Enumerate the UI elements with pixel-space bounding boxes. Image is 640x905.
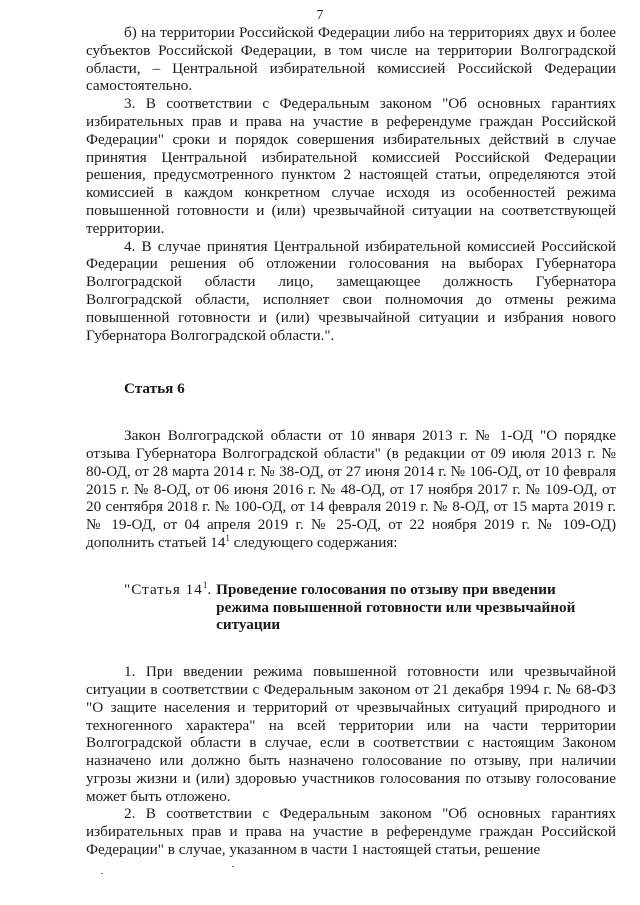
new-article-title — [216, 581, 575, 634]
law-text: Закон Волгоградской области от 10 января 2013 г. № 1-ОД "О порядке отзыва Губернатора Волгоградской области" (в редакции от 09 июля 2013 г. № 80-ОД, от 28 марта 2014 г. № 38-ОД, от 27 июня 2014 г. № 106-ОД, от 10 февраля 2015 г. № 8-ОД, от 06 июня 2016 г. № 48-ОД, от 17 ноября 2017 г. № 109-ОД, от 20 сентября 2018 г. № 100-ОД, от 14 февраля 2019 г. № 8-ОД, от 15 марта 2019 г. № 19-ОД, от 04 апреля 2019 г. № 25-ОД, от 22 ноября 2019 г. № 109-ОД) дополнить статьей 14 — [86, 427, 616, 551]
paragraph-subitem-b: б) на территории Российской Федерации либо на территориях двух и более субъектов Российской Федерации, в том числе на территории Волгоградской области, – Центральной избирательной комиссией Российской Федерации самостоятельно. — [86, 24, 616, 95]
scan-artifact — [101, 873, 103, 874]
new-article-title-line: ситуации — [216, 616, 281, 634]
new-article-title-line: Проведение голосования по отзыву при введении — [216, 580, 556, 598]
scan-artifact — [232, 866, 234, 867]
article-heading: Статья 6 — [124, 380, 185, 398]
new-article-part-1: 1. При введении режима повышенной готовности или чрезвычайной ситуации в соответствии с Федеральным законом от 21 декабря 1994 г. № 68-ФЗ "О защите населения и территорий от чрезвычайных ситуаций природного и техногенного характера" на всей территории или на части территории Волгоградской области в случае, если в соответствии с настоящим Законом назначено или должно быть назначено голосование по отзыву, при наличии угрозы жизни и (или) здоровью участников голосования по отзыву голосование может быть отложено. — [86, 663, 616, 805]
law-amendment-paragraph — [86, 427, 616, 552]
spacer — [86, 634, 616, 663]
new-article-title-block — [124, 581, 616, 634]
new-article-title-line: режима повышенной готовности или чрезвычайной — [216, 598, 576, 616]
new-article-part-2: 2. В соответствии с Федеральным законом "Об основных гарантиях избирательных прав и права на участие в референдуме граждан Российской Федерации" в случае, указанном в части 1 настоящей статьи, решение — [86, 805, 616, 859]
paragraph-item-3: 3. В соответствии с Федеральным законом "Об основных гарантиях избирательных прав и права на участие в референдуме граждан Российской Федерации" сроки и порядок совершения избирательных действий в случае принятия Центральной избирательной комиссией Российской Федерации решения, предусмотренного пунктом 2 настоящей статьи, определяются этой комиссией в каждом конкретном случае исходя из особенностей режима повышенной готовности и (или) чрезвычайной ситуации на соответствующей территории. — [86, 95, 616, 237]
document-body — [86, 24, 616, 859]
spacer — [86, 398, 616, 427]
new-article-prefix-text: "Статья 14 — [124, 580, 203, 598]
new-article-prefix — [124, 581, 216, 599]
page-number: 7 — [316, 7, 324, 22]
new-article-prefix-sup: 1 — [202, 579, 208, 590]
spacer — [86, 552, 616, 581]
paragraph-item-4: 4. В случае принятия Центральной избирательной комиссией Российской Федерации решения об отложении голосования на выборах Губернатора Волгоградской области лицо, замещающее должность Губернатора Волгоградской области, исполняет свои полномочия до отмены режима повышенной готовности и (или) чрезвычайной ситуации и избрания нового Губернатора Волгоградской области.". — [86, 237, 616, 344]
new-article-prefix-end: . — [207, 580, 213, 598]
article-superscript: 1 — [225, 532, 230, 543]
law-text-end: следующего содержания: — [229, 533, 398, 551]
spacer — [86, 344, 616, 380]
